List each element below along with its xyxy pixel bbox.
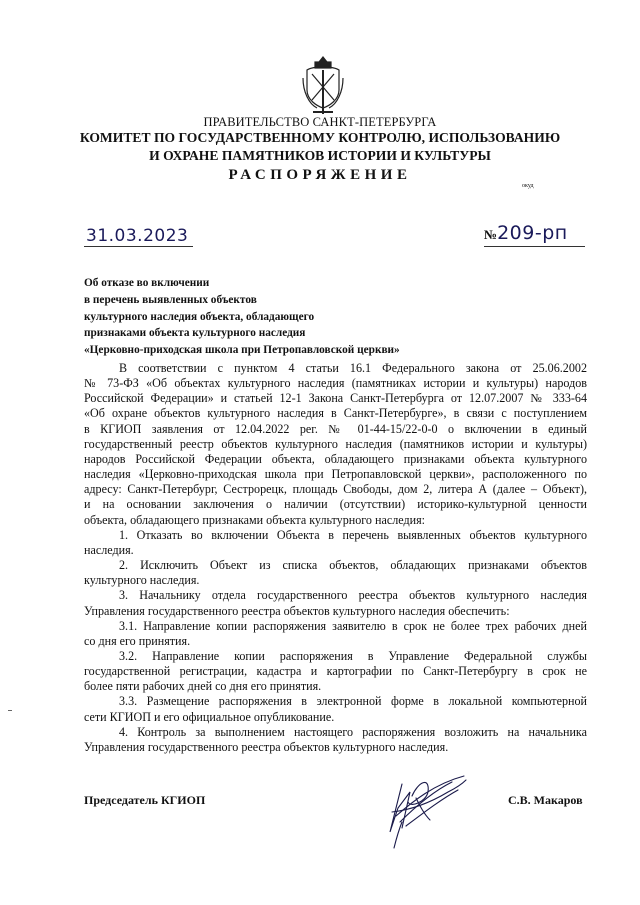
committee-name-line1: КОМИТЕТ ПО ГОСУДАРСТВЕННОМУ КОНТРОЛЮ, ИСПОЛЬЗОВАНИЮ [79,130,561,145]
body-line: наследия «Церковно-приходская школа при Петропавловской церкви», расположенного по [84,467,587,482]
subject-line: Об отказе во включении [84,277,210,289]
item-4-line: Управления государственного реестра объектов культурного наследия. [84,739,449,754]
body-line: объекта, обладающего признаками объекта культурного наследия: [84,512,426,527]
body-line: В соответствии с пунктом 4 статьи 16.1 Федерального закона от 25.06.2002 [119,361,587,375]
body-line: народов Российской Федерации объекта, обладающего признаками объекта культурного [84,451,587,466]
document-subject [84,275,400,359]
item-2-line: культурного наследия. [84,573,200,588]
document-body [84,361,587,755]
number-value: 209-рп [497,222,568,244]
okud-label: окуд [522,183,534,189]
item-3-3-line: сети КГИОП и его официальное опубликование. [84,709,335,724]
item-3-line: 3. Начальнику отдела государственного реестра объектов культурного наследия [119,588,587,603]
item-3-2-line: 3.2. Направление копии распоряжения в Управление Федеральной службы [119,648,587,663]
body-line: адресу: Санкт-Петербург, Сестрорецк, площадь Свободы, дом 2, литера А (далее – Объект), [84,482,587,497]
item-4-line: 4. Контроль за выполнением настоящего распоряжения возложить на начальника [119,724,587,739]
document-number [484,222,568,244]
body-line: Российской Федерации» и статьей 12-1 Закона Санкт-Петербурга от 12.07.2007 № 333-64 [84,391,587,406]
signer-role: Председатель КГИОП [84,793,206,807]
document-date: 31.03.2023 [86,226,189,246]
item-3-2-line: более пяти рабочих дней со дня его принятия. [84,679,322,694]
item-3-1-line: со дня его принятия. [84,633,191,648]
subject-line: признаками объекта культурного наследия [84,327,306,340]
body-line: «Об охране объектов культурного наследия в Санкт-Петербурге», в связи с поступлением [84,406,587,421]
document-type: РАСПОРЯЖЕНИЕ [228,167,412,183]
date-underline [84,246,193,247]
government-name: ПРАВИТЕЛЬСТВО САНКТ-ПЕТЕРБУРГА [203,115,437,129]
handwritten-signature-icon [372,762,472,854]
number-sign: № [484,227,498,242]
subject-line: «Церковно-приходская школа при Петропавловской церкви» [84,344,400,357]
item-2-line: 2. Исключить Объект из списка объектов, обладающих признаками объектов [119,558,587,573]
subject-line: культурного наследия объекта, обладающего [84,310,315,323]
margin-mark [8,710,12,711]
coat-of-arms-icon [301,56,345,116]
signer-name: С.В. Макаров [508,793,583,807]
body-line: в КГИОП заявления от 12.04.2022 рег. № 01-44-15/22-0-0 о включении в единый [84,421,587,436]
body-line: государственный реестр объектов культурного наследия (памятников истории и культуры) [84,436,587,451]
item-1-line: наследия. [84,542,134,557]
number-underline [484,246,585,247]
item-1-line: 1. Отказать во включении Объекта в перечень выявленных объектов культурного [119,527,587,542]
item-3-2-line: государственной регистрации, кадастра и картографии по Санкт-Петербургу в срок не [84,664,587,679]
subject-line: в перечень выявленных объектов [84,293,257,306]
committee-name-line2: И ОХРАНЕ ПАМЯТНИКОВ ИСТОРИИ И КУЛЬТУРЫ [149,148,491,163]
item-3-line: Управления государственного реестра объектов культурного наследия обеспечить: [84,603,510,618]
body-line: № 73-ФЗ «Об объектах культурного наследия (памятниках истории и культуры) народов [84,376,587,391]
item-3-3-line: 3.3. Размещение распоряжения в электронной форме в локальной компьютерной [119,694,587,709]
item-3-1-line: 3.1. Направление копии распоряжения заявителю в срок не более трех рабочих дней [119,618,587,633]
body-line: и на основании заключения о наличии (отсутствии) историко-культурной ценности [84,497,587,512]
